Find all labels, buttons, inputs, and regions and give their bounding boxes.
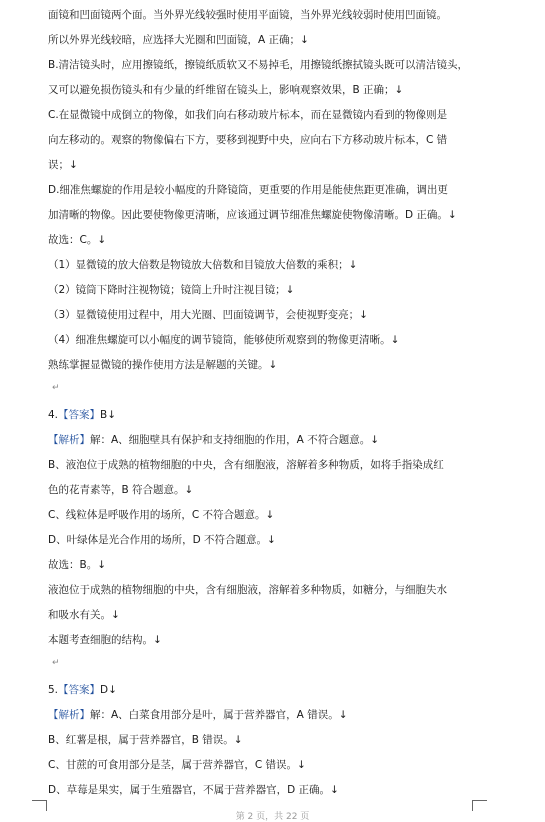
text-line: D.细准焦螺旋的作用是较小幅度的升降镜筒，更重要的作用是能使焦距更准确，调出更 <box>48 184 448 196</box>
text-line: 色的花青素等，B 符合题意。↓ <box>48 484 194 496</box>
text-line: C、线粒体是呼吸作用的场所，C 不符合题意。↓ <box>48 509 275 521</box>
text-line: 【解析】解：A、白菜食用部分是叶，属于营养器官，A 错误。↓ <box>48 709 348 721</box>
text-line: 误；↓ <box>48 159 78 171</box>
text-line: （2）镜筒下降时注视物镜；镜筒上升时注视目镜；↓ <box>48 284 295 296</box>
text-line: 加清晰的物像。因此要使物像更清晰，应该通过调节细准焦螺旋使物像清晰。D 正确。↓ <box>48 209 457 221</box>
text-line: 所以外界光线较暗，应选择大光圈和凹面镜，A 正确；↓ <box>48 34 309 46</box>
empty-paragraph-mark: ↵ <box>52 383 60 393</box>
text-line: 4.【答案】B↓ <box>48 409 117 421</box>
answer-tag: 【答案】 <box>58 409 101 421</box>
text-line: 向左移动的。观察的物像偏右下方，要移到视野中央，应向右下方移动玻片标本，C 错 <box>48 134 448 146</box>
text-line: B、红薯是根，属于营养器官，B 错误。↓ <box>48 734 243 746</box>
text-line: 5.【答案】D↓ <box>48 684 117 696</box>
text-line: D、草莓是果实，属于生殖器官，不属于营养器官，D 正确。↓ <box>48 784 339 796</box>
text-line: 又可以避免损伤镜头和有少量的纤维留在镜头上，影响观察效果，B 正确；↓ <box>48 84 404 96</box>
text-line: C.在显微镜中成倒立的物像，如我们向右移动玻片标本，而在显微镜内看到的物像则是 <box>48 109 448 121</box>
text-line: D、叶绿体是光合作用的场所，D 不符合题意。↓ <box>48 534 276 546</box>
text-line: （4）细准焦螺旋可以小幅度的调节镜筒，能够使所观察到的物像更清晰。↓ <box>48 334 400 346</box>
text-line: 熟练掌握显微镜的操作使用方法是解题的关键。↓ <box>48 359 278 371</box>
text-line: 故选：B。↓ <box>48 559 107 571</box>
text-line: 故选：C。↓ <box>48 234 107 246</box>
text-line: 本题考查细胞的结构。↓ <box>48 634 162 646</box>
analysis-tag: 【解析】 <box>48 709 90 721</box>
text-line: （1）显微镜的放大倍数是物镜放大倍数和目镜放大倍数的乘积；↓ <box>48 259 358 271</box>
text-line: 液泡位于成熟的植物细胞的中央，含有细胞液，溶解着多种物质，如糖分，与细胞失水 <box>48 584 447 596</box>
text-line: 和吸水有关。↓ <box>48 609 120 621</box>
text-line: B.清洁镜头时，应用擦镜纸，擦镜纸质软又不易掉毛，用擦镜纸擦拭镜头既可以清洁镜头， <box>48 59 469 71</box>
analysis-tag: 【解析】 <box>48 434 90 446</box>
text-line: B、液泡位于成熟的植物细胞的中央，含有细胞液，溶解着多种物质，如将手指染成红 <box>48 459 444 471</box>
page-footer: 第 2 页，共 22 页 <box>235 812 310 822</box>
text-line: C、甘蔗的可食用部分是茎，属于营养器官，C 错误。↓ <box>48 759 306 771</box>
text-line: （3）显微镜使用过程中，用大光圈、凹面镜调节，会使视野变亮；↓ <box>48 309 368 321</box>
answer-tag: 【答案】 <box>58 684 101 696</box>
text-line: 【解析】解：A、细胞壁具有保护和支持细胞的作用，A 不符合题意。↓ <box>48 434 380 446</box>
text-line: 面镜和凹面镜两个面。当外界光线较强时使用平面镜，当外界光线较弱时使用凹面镜。 <box>48 9 447 21</box>
empty-paragraph-mark: ↵ <box>52 658 60 668</box>
